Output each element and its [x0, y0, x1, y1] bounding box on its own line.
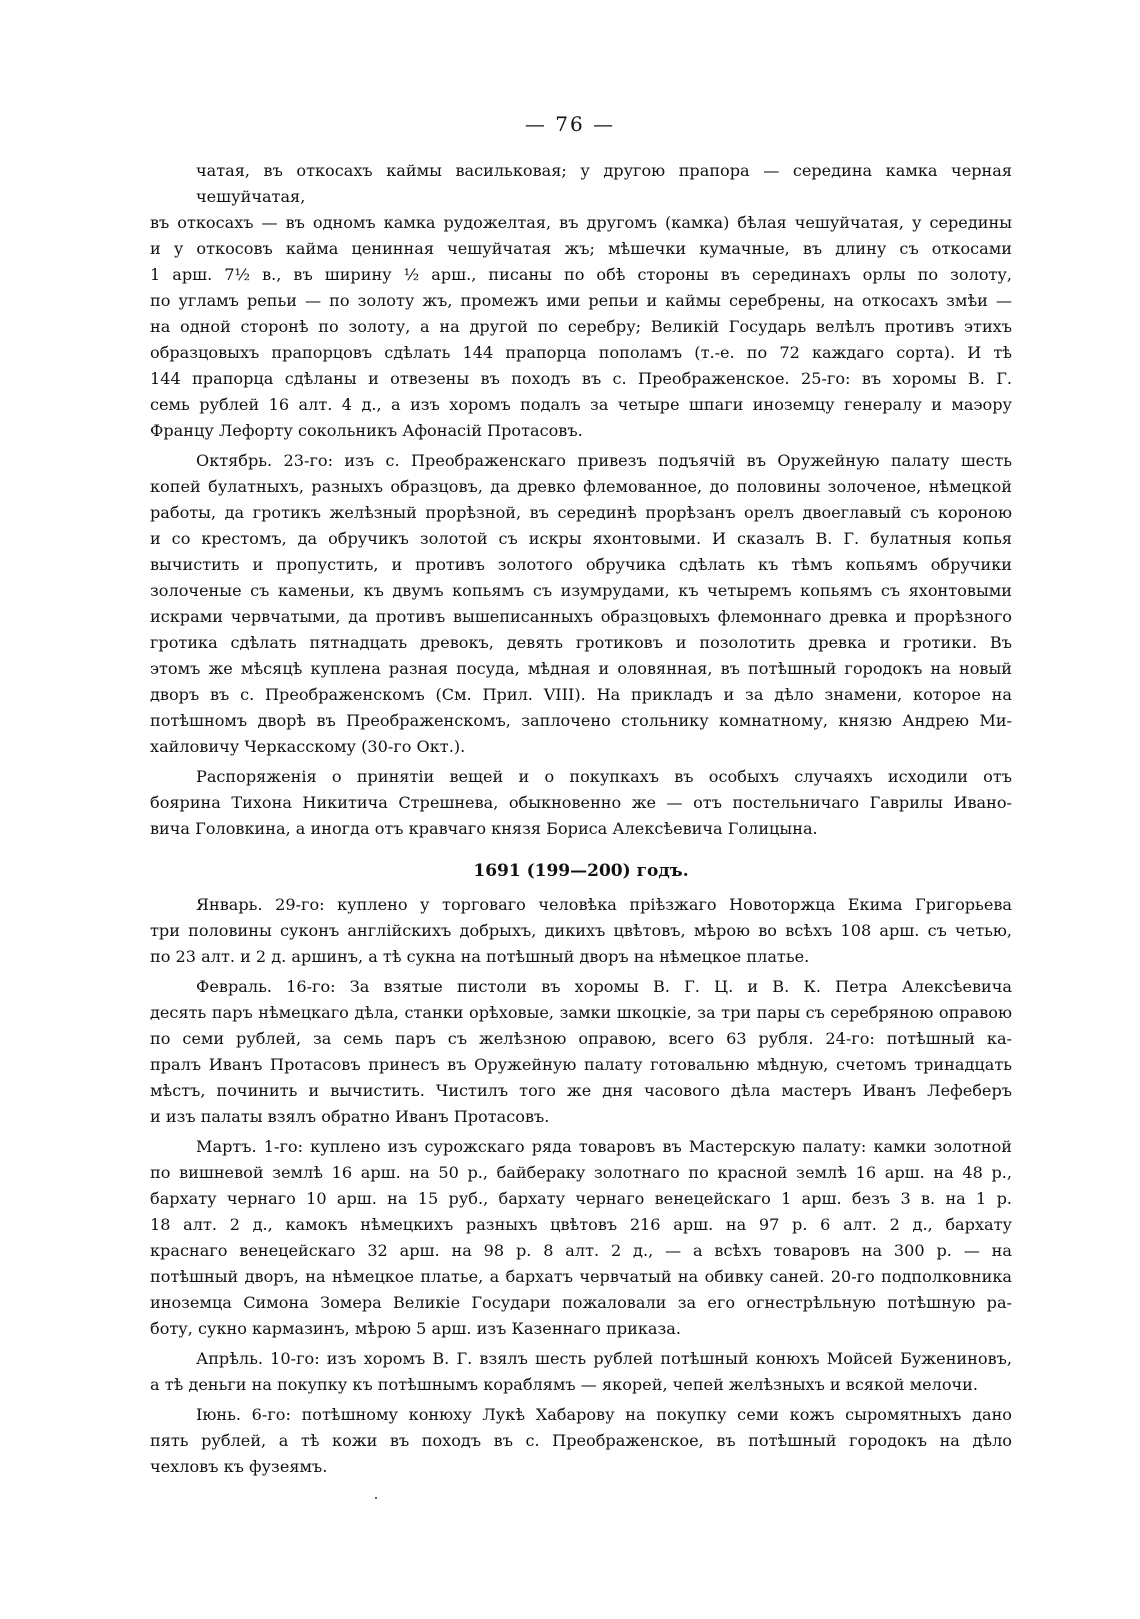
- text-line: дворъ въ с. Преображенскомъ (См. Прил. VIII). На прикладъ и за дѣло знамени, которое на: [150, 685, 1012, 704]
- paragraph-gap: [150, 842, 1012, 846]
- text-line: вычистить и пропустить, и противъ золотого обручика сдѣлать къ тѣмъ копьямъ обручики: [150, 555, 1012, 574]
- section-heading: 1691 (199—200) годъ.: [473, 861, 689, 881]
- text-line: Францу Лефорту сокольникъ Афонасій Протасовъ.: [150, 421, 583, 440]
- paragraph-gap: [150, 1480, 1012, 1484]
- text-line: 144 прапорца сдѣланы и отвезены въ походъ въ с. Преображенское. 25-го: въ хоромы В. Г.: [150, 369, 1012, 388]
- text-line: золоченые съ каменьи, къ двумъ копьямъ съ изумрудами, къ четыремъ копьямъ съ яхонтовыми: [150, 581, 1012, 600]
- text-line: потѣшный дворъ, на нѣмецкое платье, а бархатъ червчатый на обивку саней. 20-го подполковника: [150, 1267, 1012, 1286]
- text-line: Январь. 29-го: куплено у торговаго человѣка пріѣзжаго Новоторжца Екима Григорьева: [196, 895, 1012, 914]
- text-line: гротика сдѣлать пятнадцать древокъ, девять гротиковъ и позолотить древка и гротики. Въ: [150, 633, 1012, 652]
- text-line: по 23 алт. и 2 д. аршинъ, а тѣ сукна на потѣшный дворъ на нѣмецкое платье.: [150, 947, 810, 966]
- text-line: чатая, въ откосахъ каймы васильковая; у другою прапора — середина камка черная чешуйчатая,: [196, 161, 1012, 206]
- print-speck: [375, 1497, 377, 1499]
- text-line: а тѣ деньги на покупку къ потѣшнымъ кораблямъ — якорей, чепей желѣзныхъ и всякой мелочи.: [150, 1375, 979, 1394]
- text-line: на одной сторонѣ по золоту, а на другой по серебру; Великій Государь велѣлъ противъ этихъ: [150, 317, 1012, 336]
- text-line: чехловъ къ фузеямъ.: [150, 1457, 328, 1476]
- text-line: боярина Тихона Никитича Стрешнева, обыкновенно же — отъ постельничаго Гаврилы Ивано-: [150, 793, 1012, 812]
- text-line: мѣстъ, починить и вычистить. Чистилъ того же дня часового дѣла мастеръ Иванъ Лефеберъ: [150, 1081, 1012, 1100]
- text-line: семь рублей 16 алт. 4 д., а изъ хоромъ подалъ за четыре шпаги иноземцу генералу и маэору: [150, 395, 1012, 414]
- text-line: этомъ же мѣсяцѣ куплена разная посуда, мѣдная и оловянная, въ потѣшный городокъ на новый: [150, 659, 1012, 678]
- text-line: краснаго венецейскаго 32 арш. на 98 р. 8 алт. 2 д., — а всѣхъ товаровъ на 300 р. — на: [150, 1241, 1012, 1260]
- page-number: — 76 —: [524, 112, 616, 136]
- text-line: 1 арш. 7½ в., въ ширину ½ арш., писаны по обѣ стороны въ серединахъ орлы по золоту,: [150, 265, 1012, 284]
- text-line: искрами червчатыми, да противъ вышеписанныхъ образцовыхъ флемоннаго древка и прорѣзного: [150, 607, 1012, 626]
- text-line: иноземца Симона Зомера Великіе Государи пожаловали за его огнестрѣльную потѣшную ра-: [150, 1293, 1012, 1312]
- text-line: Апрѣль. 10-го: изъ хоромъ В. Г. взялъ шесть рублей потѣшный конюхъ Мойсей Бужениновъ,: [196, 1349, 1012, 1368]
- text-line: и со крестомъ, да обручикъ золотой съ искры яхонтовыми. И сказалъ В. Г. булатныя копья: [150, 529, 1012, 548]
- text-line: 18 алт. 2 д., камокъ нѣмецкихъ разныхъ цвѣтовъ 216 арш. на 97 р. 6 алт. 2 д., бархату: [150, 1215, 1012, 1234]
- text-line: по семи рублей, за семь паръ съ желѣзною оправою, всего 63 рубля. 24-го: потѣшный ка-: [150, 1029, 1012, 1048]
- text-line: хайловичу Черкасскому (30-го Окт.).: [150, 737, 466, 756]
- body-text: [150, 158, 1012, 1484]
- text-line: образцовыхъ прапорцовъ сдѣлать 144 прапорца пополамъ (т.-е. по 72 каждаго сорта). И тѣ: [150, 343, 1012, 362]
- text-line: вича Головкина, а иногда отъ кравчаго князя Бориса Алексѣевича Голицына.: [150, 819, 818, 838]
- text-line: въ откосахъ — въ одномъ камка рудожелтая, въ другомъ (камка) бѣлая чешуйчатая, у середины: [150, 213, 1012, 232]
- text-line: пять рублей, а тѣ кожи въ походъ въ с. Преображенское, въ потѣшный городокъ на дѣло: [150, 1431, 1012, 1450]
- text-line: Іюнь. 6-го: потѣшному конюху Лукѣ Хабарову на покупку семи кожъ сыромятныхъ дано: [196, 1405, 1012, 1424]
- text-line: Распоряженія о принятіи вещей и о покупкахъ въ особыхъ случаяхъ исходили отъ: [196, 767, 1012, 786]
- text-line: Февраль. 16-го: За взятые пистоли въ хоромы В. Г. Ц. и В. К. Петра Алексѣевича: [196, 977, 1012, 996]
- text-line: копей булатныхъ, разныхъ образцовъ, да древко флемованное, до половины золоченое, нѣмецкой: [150, 477, 1012, 496]
- text-line: боту, сукно кармазинъ, мѣрою 5 арш. изъ Казеннаго приказа.: [150, 1319, 682, 1338]
- text-line: потѣшномъ дворѣ въ Преображенскомъ, заплочено стольнику комнатному, князю Андрею Ми-: [150, 711, 1012, 730]
- text-line: десять паръ нѣмецкаго дѣла, станки орѣховые, замки шкоцкіе, за три пары съ серебряною оправою: [150, 1003, 1012, 1022]
- text-line: Мартъ. 1-го: куплено изъ сурожскаго ряда товаровъ въ Мастерскую палату: камки золотной: [196, 1137, 1012, 1156]
- text-line: и изъ палаты взялъ обратно Иванъ Протасовъ.: [150, 1107, 550, 1126]
- text-line: по угламъ репьи — по золоту жъ, промежъ ими репьи и каймы серебрены, на откосахъ змѣи —: [150, 291, 1012, 310]
- text-line: работы, да гротикъ желѣзный прорѣзной, въ серединѣ прорѣзанъ орелъ двоеглавый съ короною: [150, 503, 1012, 522]
- text-line: бархату чернаго 10 арш. на 15 руб., бархату чернаго венецейскаго 1 арш. безъ 3 в. на 1 р.: [150, 1189, 1012, 1208]
- text-line: Октябрь. 23-го: изъ с. Преображенскаго привезъ подъячій въ Оружейную палату шесть: [196, 451, 1012, 470]
- text-line: по вишневой землѣ 16 арш. на 50 р., байбераку золотнаго по красной землѣ 16 арш. на 48 р.,: [150, 1163, 1012, 1182]
- text-line: и у откосовъ кайма ценинная чешуйчатая жъ; мѣшечки кумачные, въ длину съ откосами: [150, 239, 1012, 258]
- text-line: пралъ Иванъ Протасовъ принесъ въ Оружейную палату готовальню мѣдную, счетомъ тринадцать: [150, 1055, 1012, 1074]
- text-line: три половины суконъ англійскихъ добрыхъ, дикихъ цвѣтовъ, мѣрою во всѣхъ 108 арш. съ четью,: [150, 921, 1012, 940]
